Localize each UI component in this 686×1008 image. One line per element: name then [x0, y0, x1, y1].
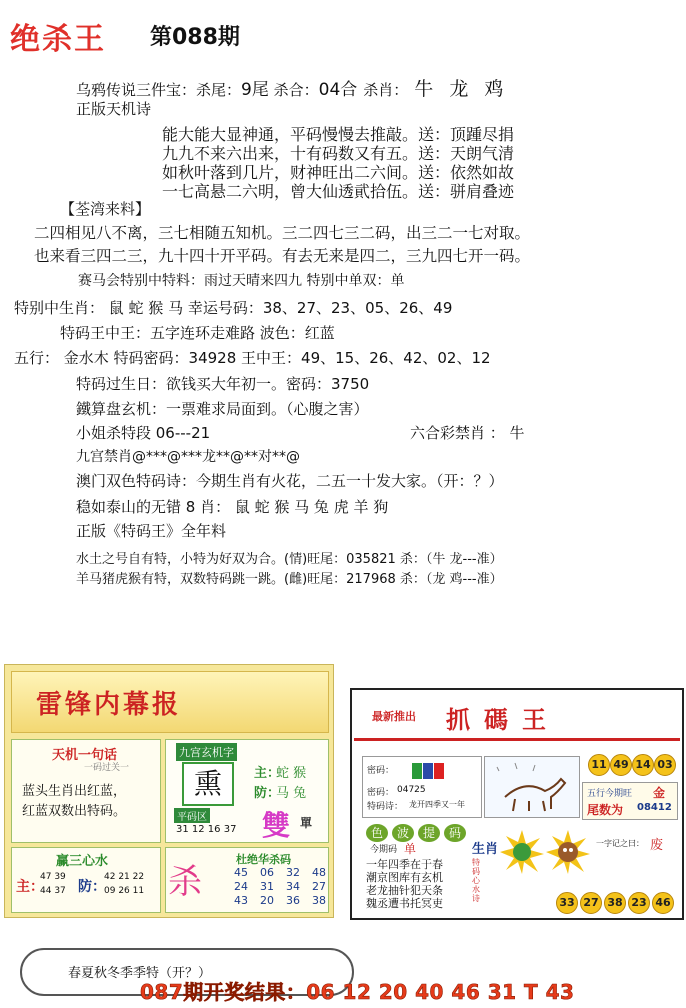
zhuamawang-prefix: 最新推出 — [372, 710, 416, 723]
jiugong-title: 九宫玄机字 — [176, 743, 237, 761]
leifeng-title: 雷锋内幕报 — [36, 690, 182, 720]
shama-title: 杜绝华杀码 — [236, 853, 291, 866]
wuya-he: 04合 — [318, 80, 358, 100]
tag-bo: 波 — [392, 824, 414, 842]
poem-line: 一七高悬二六明，曾大仙透貮拾伍。送：骈肩叠迹 — [162, 182, 515, 201]
shama-num: 48 — [312, 866, 326, 879]
shama-num: 31 — [260, 880, 274, 893]
liuhe-line: 六合彩禁肖 ： 牛 — [410, 424, 525, 442]
jinqi-label: 今期码 — [370, 845, 398, 855]
zhu-label: 主： — [254, 766, 281, 781]
jiugong-line: 九宫禁肖@***@***龙**@**对**@ — [76, 449, 300, 465]
leifeng-header — [11, 671, 329, 733]
poem-line: 如秋叶落到几片，财神旺出二六间。送：依然如故 — [162, 163, 515, 182]
shama-row — [234, 880, 326, 894]
pingma-title: 平码区 — [174, 808, 210, 823]
horse-picture — [484, 756, 580, 818]
ball-bottom: 33 — [556, 892, 578, 914]
nums-right: 09 26 11 — [104, 886, 145, 896]
yiju-label: 一字记之曰： — [596, 839, 644, 848]
shuitu-line: 水土之号自有特，小特为好双为合。(情)旺尾：035821 杀：（牛 龙---准） — [76, 552, 503, 567]
ball-top: 49 — [610, 754, 632, 776]
poem-line: 能大能大显神通，平码慢慢去推敲。送：顶踵尽捐 — [162, 125, 515, 144]
shama-num: 27 — [312, 880, 326, 893]
dan-char: 單 — [300, 816, 313, 830]
mima-logo-label: 密码： — [367, 766, 395, 776]
wuxing-box — [582, 782, 678, 820]
xinshui-box — [11, 847, 161, 913]
right-poem-line: 老龙抽针犯天条 — [366, 884, 443, 897]
shama-num: 32 — [286, 866, 300, 879]
right-poem — [366, 858, 443, 910]
quanwan-title: 【荃湾来料】 — [60, 200, 151, 218]
tianji-sub: 一码过关一 — [84, 763, 130, 773]
shama-num: 34 — [286, 880, 300, 893]
yangma-line: 羊马猪虎猴有特，双数特码跳一跳。(雌)旺尾：217968 杀：（龙 鸡---准） — [76, 572, 503, 587]
wuxing-value: 金 — [653, 786, 666, 800]
zhu2-label: 主： — [16, 879, 44, 895]
shuang-char: 雙 — [262, 809, 291, 842]
jinqi-value: 单 — [404, 842, 417, 856]
shama-grid — [234, 866, 326, 908]
zhu-values: 蛇 猴 — [276, 766, 307, 781]
tianji-box — [11, 739, 161, 843]
tianji-text: 蓝头生肖出红蓝， — [22, 784, 127, 799]
ball-bottom: 46 — [652, 892, 674, 914]
nums-left: 44 37 — [40, 886, 66, 896]
poem-title: 正版天机诗 — [76, 100, 152, 118]
shama-num: 36 — [286, 894, 300, 907]
shama-num: 45 — [234, 866, 248, 879]
tema-wang-line: 特码王中王：五字连环走难路 波色：红蓝 — [60, 324, 335, 342]
issue-number: 第088期 — [150, 25, 240, 50]
right-poem-line: 潮京图库有玄机 — [366, 871, 443, 884]
leifeng-panel — [4, 664, 334, 918]
wuya-xiao: 牛 龙 鸡 — [414, 78, 509, 100]
tianji-text: 红蓝双数出特码。 — [22, 804, 127, 819]
right-poem-line: 魏丞遭书托冥吏 — [366, 897, 443, 910]
zhuamawang-panel — [350, 688, 684, 920]
ball-bottom: 23 — [628, 892, 650, 914]
wuya-line — [76, 74, 508, 101]
tag-se: 色 — [366, 824, 388, 842]
fang-label: 防： — [254, 786, 281, 801]
aomen-line: 澳门双色特码诗：今期生肖有火花，二五一十发大家。（开：？） — [76, 472, 504, 490]
poem-line: 九九不来六出来，十有码数又有五。送：天朗气清 — [162, 144, 515, 163]
mima-label: 密码： — [367, 788, 395, 798]
tag-ti: 提 — [418, 824, 440, 842]
ball-top: 03 — [654, 754, 676, 776]
saima-line: 赛马会特别中特料：雨过天晴来四九 特别中单双：单 — [78, 273, 405, 289]
tema-label: 特码诗： — [367, 802, 404, 812]
snake-sun-icon — [500, 830, 544, 874]
shama-row — [234, 866, 326, 880]
right-poem-line: 一年四季在于春 — [366, 858, 443, 871]
shama-num: 20 — [260, 894, 274, 907]
ball-top: 11 — [588, 754, 610, 776]
zhengban-line: 正版《特码王》全年料 — [76, 522, 227, 540]
monkey-sun-icon — [546, 830, 590, 874]
tianji-title: 天机一句话 — [52, 748, 118, 763]
wuxing-line: 五行： 金水木 特码密码：34928 王中王：49、15、26、42、02、12 — [14, 349, 491, 367]
shama-num: 24 — [234, 880, 248, 893]
wuya-wei: 9尾 — [241, 80, 269, 100]
page-title: 绝杀王 — [10, 22, 106, 57]
shengxiao-label: 生肖 — [472, 842, 499, 857]
zhuamawang-header — [354, 692, 680, 741]
quanwan-line: 二四相见八不离，三七相随五知机。三二四七三二码，出三二一七对取。 — [34, 224, 531, 242]
shama-num: 06 — [260, 866, 274, 879]
logo-icon — [411, 761, 445, 781]
pingma-nums: 31 12 16 37 — [176, 824, 237, 835]
jiugong-char: 熏 — [182, 762, 234, 806]
shama-num: 38 — [312, 894, 326, 907]
quanwan-line: 也来看三四二三，九十四十开平码。有去无来是四二，三九四七开一码。 — [34, 247, 531, 265]
wuya-label: 乌鸦传说三件宝：杀尾： — [76, 81, 242, 99]
jiugong-box — [165, 739, 329, 843]
shengxiao-line: 特别中生肖： 鼠 蛇 猴 马 幸运号码：38、27、23、05、26、49 — [14, 299, 453, 317]
wuxing-label: 五行今期旺 — [587, 789, 633, 799]
shengxiao-sub: 特码心水诗 — [472, 858, 480, 903]
nums-right: 42 21 22 — [104, 872, 145, 882]
wuya-xiao-label: 杀肖： — [363, 81, 409, 99]
wuya-he-label: 杀合： — [268, 81, 319, 99]
weishu-value: 08412 — [637, 802, 672, 813]
nums-left: 47 39 — [40, 872, 66, 882]
fang-values: 马 兔 — [276, 786, 307, 801]
guoshengri-line: 特码过生日：欲钱买大年初一。密码：3750 — [76, 375, 370, 393]
lottery-result: 087期开奖结果：06 12 20 40 46 31 T 43 — [140, 980, 575, 1004]
cloud-text: 春夏秋冬季季特（开？） — [68, 966, 212, 981]
mima-box — [362, 756, 482, 818]
mima-value: 04725 — [397, 785, 426, 795]
ball-bottom: 38 — [604, 892, 626, 914]
sha-char: 杀 — [168, 862, 202, 902]
yiju-value: 废 — [650, 838, 664, 853]
ball-bottom: 27 — [580, 892, 602, 914]
fang2-label: 防： — [78, 879, 106, 895]
xinshui-title: 赢三心水 — [56, 854, 109, 869]
shama-num: 43 — [234, 894, 248, 907]
weishu-label: 尾数为 — [587, 803, 624, 817]
zhuamawang-title: 抓碼王 — [446, 705, 560, 734]
tema-value: 龙开四季又一年 — [409, 800, 465, 809]
shama-row — [234, 894, 326, 908]
tiesuan-line: 鐵算盘玄机：一票难求局面到。（心腹之害） — [76, 400, 369, 418]
xiaojie-line: 小姐杀特段 06---21 — [76, 424, 211, 442]
shama-box — [165, 847, 329, 913]
wenru-line: 稳如泰山的无错 8 肖： 鼠 蛇 猴 马 兔 虎 羊 狗 — [76, 498, 389, 516]
tag-ma: 码 — [444, 824, 466, 842]
ball-top: 14 — [632, 754, 654, 776]
